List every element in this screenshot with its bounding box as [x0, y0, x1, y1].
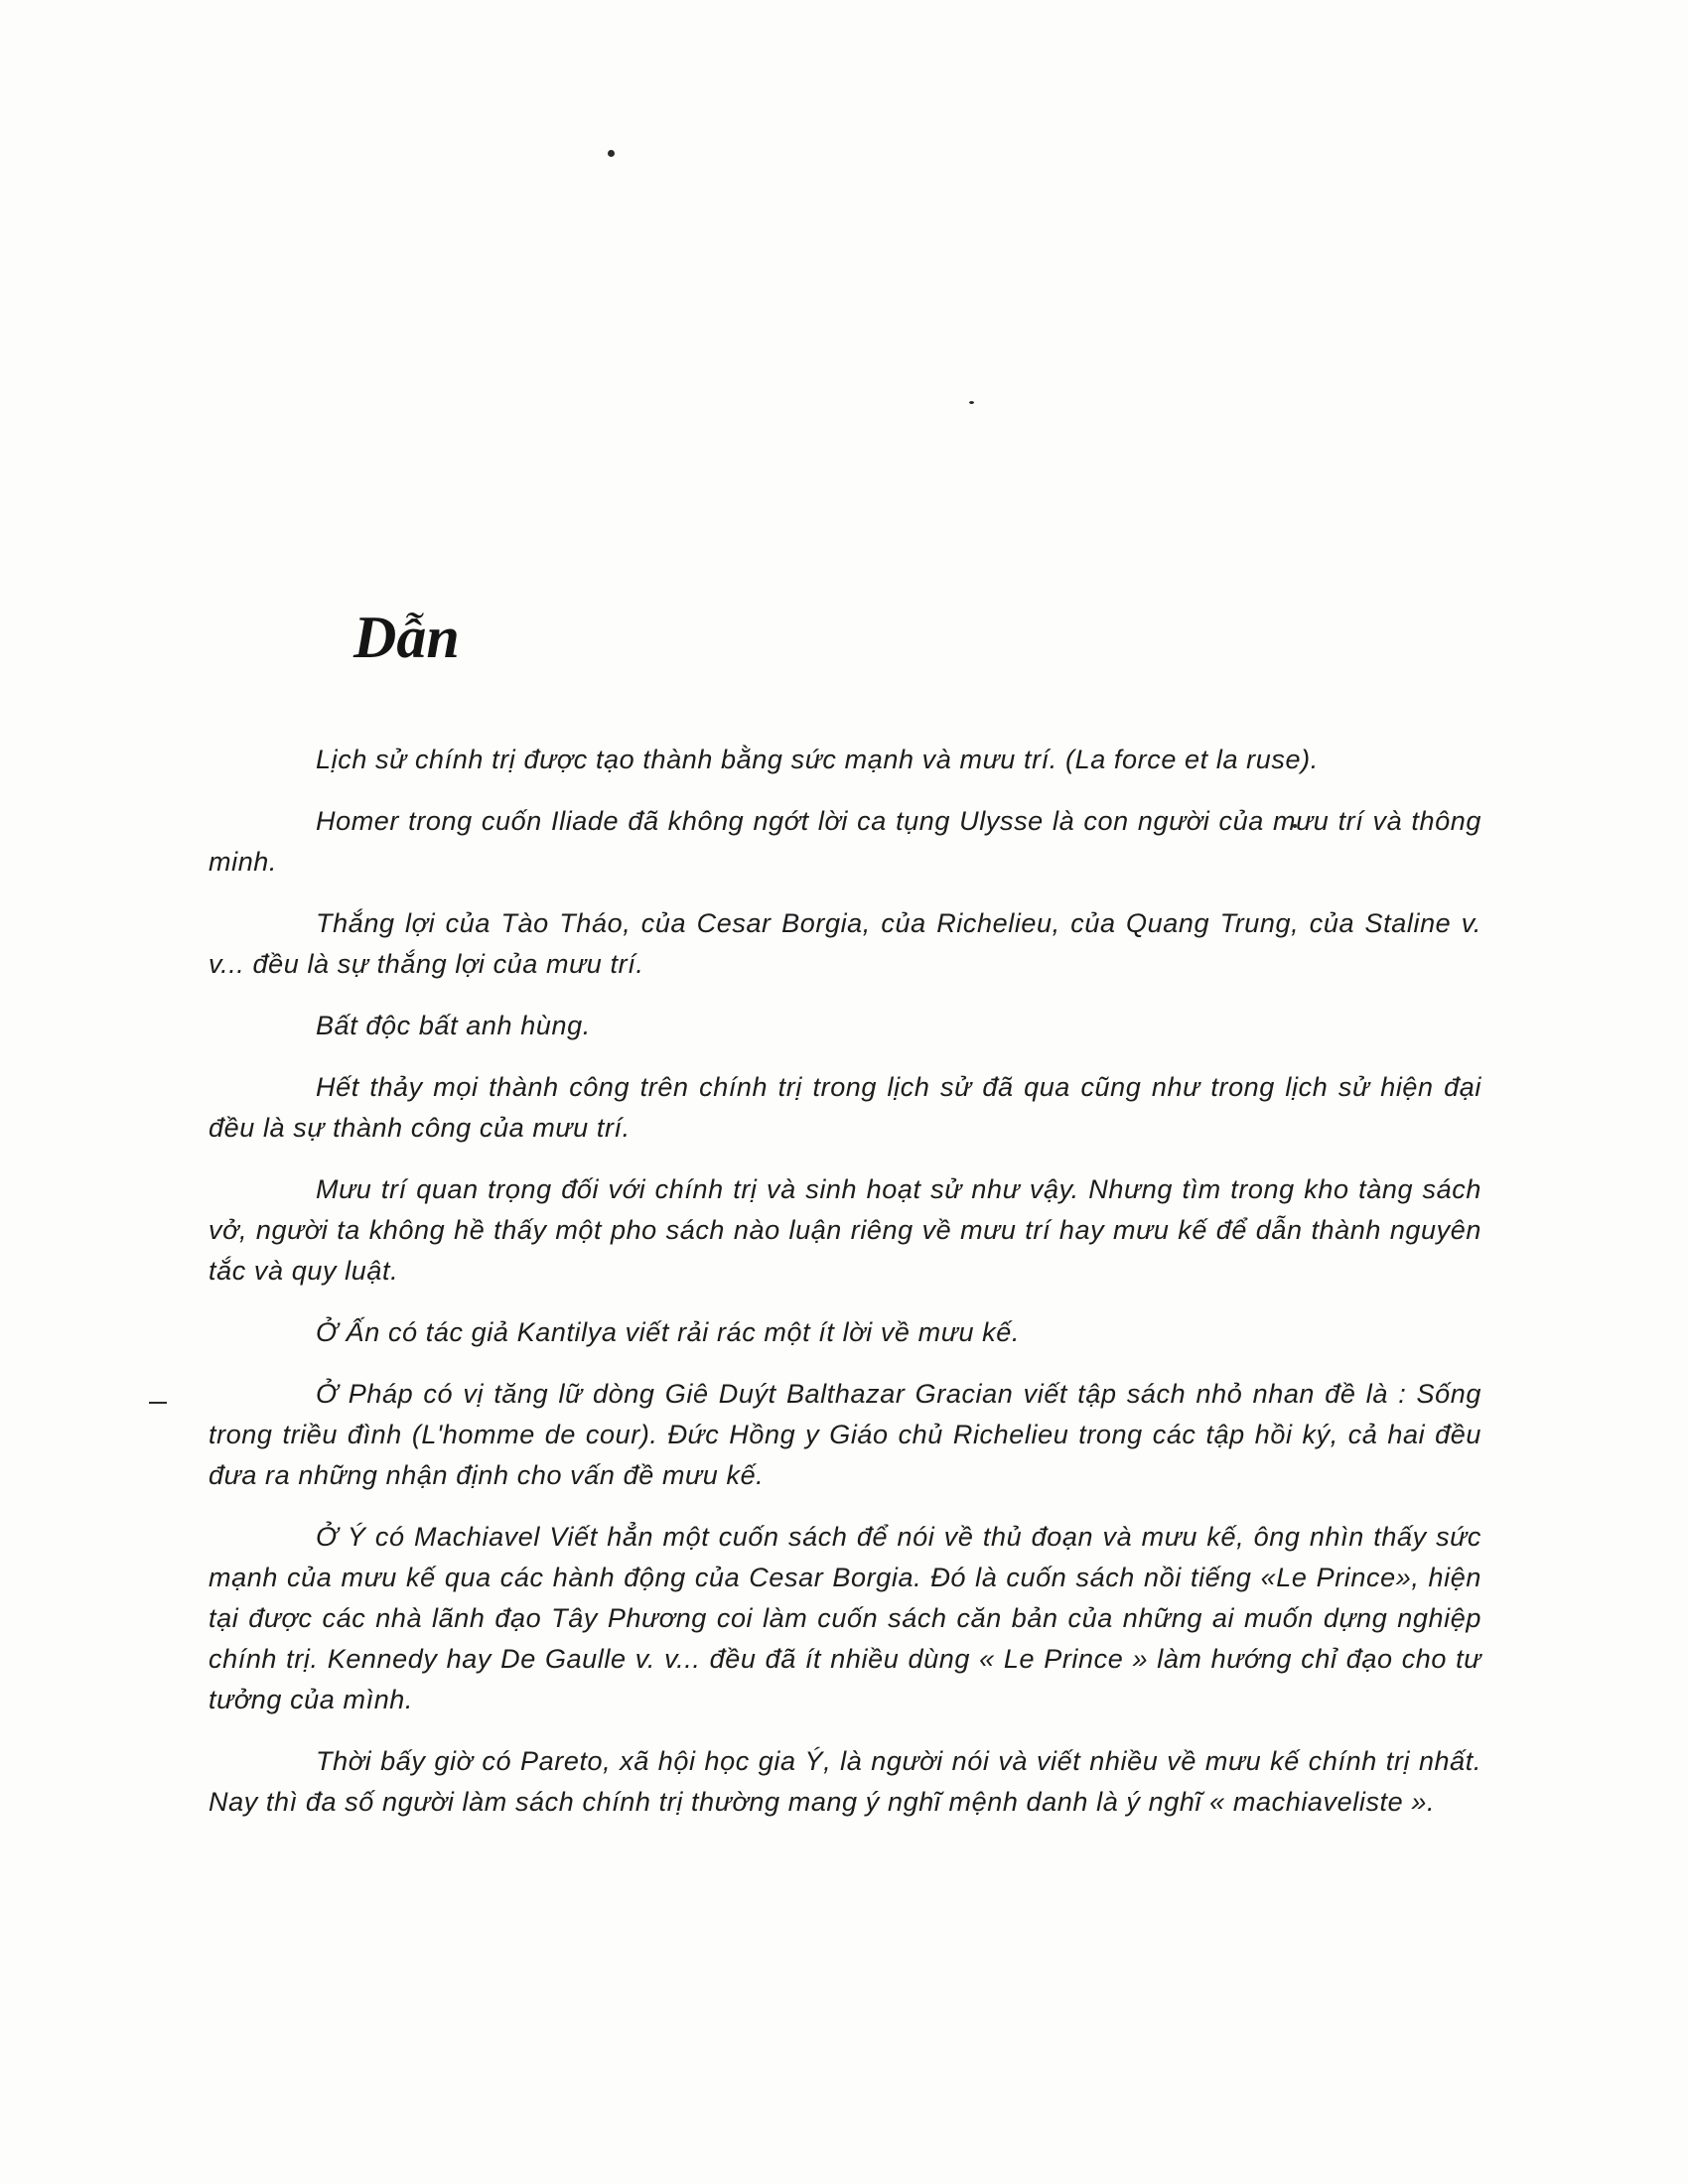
scan-speck — [149, 1402, 167, 1404]
scan-speck — [608, 150, 615, 157]
scan-speck — [969, 401, 974, 404]
paragraph-5: Hết thảy mọi thành công trên chính trị trong lịch sử đã qua cũng như trong lịch sử hiện đại đều là sự thành công của mưu trí. — [209, 1072, 1481, 1143]
paragraph-4: Bất độc bất anh hùng. — [316, 1011, 591, 1040]
paragraph-1: Lịch sử chính trị được tạo thành bằng sức mạnh và mưu trí. (La force et la ruse). — [316, 745, 1319, 774]
paragraph-3: Thắng lợi của Tào Tháo, của Cesar Borgia, của Richelieu, của Quang Trung, của Staline v. v... đều là sự thắng lợi của mưu trí. — [209, 908, 1481, 979]
paragraph-10: Thời bấy giờ có Pareto, xã hội học gia Ý, là người nói và viết nhiều về mưu kế chính trị nhất. Nay thì đa số người làm sách chính trị thường mang ý nghĩ mệnh danh là ý nghĩ « machiaveliste ». — [209, 1746, 1481, 1817]
paragraph-2: Homer trong cuốn Iliade đã không ngớt lời ca tụng Ulysse là con người của mưu trí và thông minh. — [209, 806, 1481, 877]
paragraph-6: Mưu trí quan trọng đối với chính trị và sinh hoạt sử như vậy. Nhưng tìm trong kho tàng sách vở, người ta không hề thấy một pho sách nào luận riêng về mưu trí hay mưu kế để dẫn thành nguyên tắc và quy luật. — [209, 1174, 1481, 1286]
page-heading: Dẫn — [353, 605, 460, 670]
paragraph-9: Ở Ý có Machiavel Viết hẳn một cuốn sách để nói về thủ đoạn và mưu kế, ông nhìn thấy sức mạnh của mưu kế qua các hành động của Cesar Borgia. Đó là cuốn sách nồi tiếng «Le Prince», hiện tại được các nhà lãnh đạo Tây Phương coi làm cuốn sách căn bản của những ai muốn dựng nghiệp chính trị. Kennedy hay De Gaulle v. v... đều đã ít nhiều dùng « Le Prince » làm hướng chỉ đạo cho tư tưởng của mình. — [209, 1522, 1481, 1714]
body-text — [209, 740, 1481, 1843]
paragraph-7: Ở Ấn có tác giả Kantilya viết rải rác một ít lời về mưu kế. — [316, 1317, 1020, 1347]
paragraph-8: Ở Pháp có vị tăng lữ dòng Giê Duýt Balthazar Gracian viết tập sách nhỏ nhan đề là : Sống trong triều đình (L'homme de cour). Đức Hồng y Giáo chủ Richelieu trong các tập hồi ký, cả hai đều đưa ra những nhận định cho vấn đề mưu kế. — [209, 1379, 1481, 1490]
